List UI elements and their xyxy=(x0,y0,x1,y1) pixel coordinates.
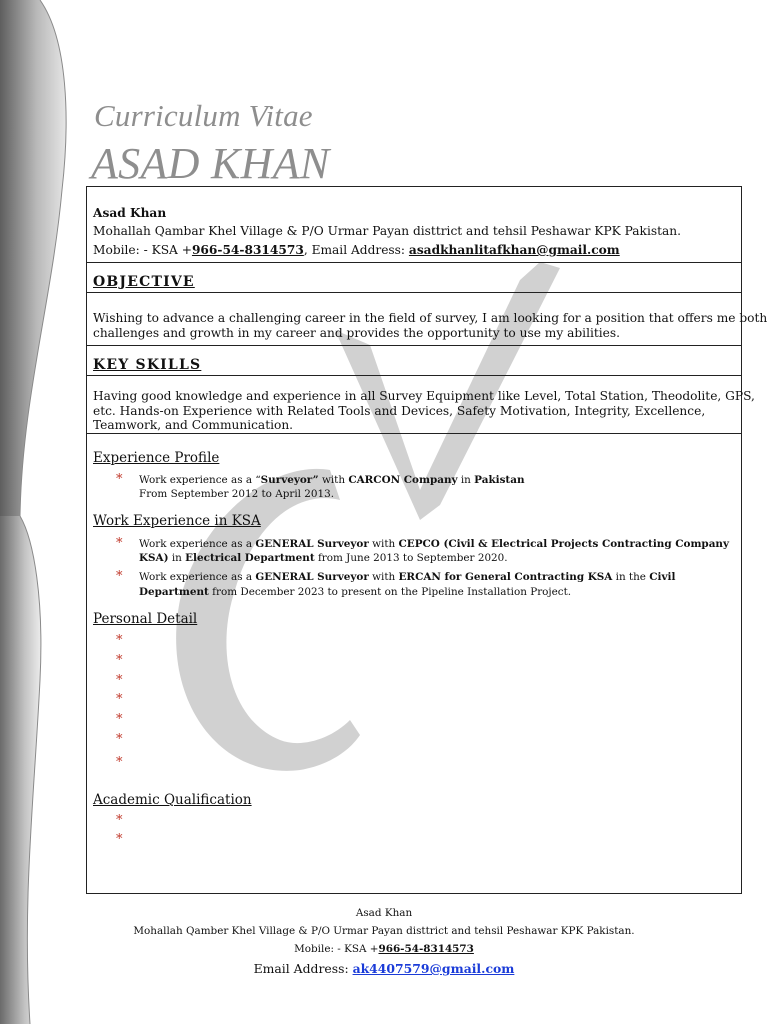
bullet-icon: * xyxy=(116,472,123,487)
wave-top xyxy=(0,0,66,516)
experience-item: Work experience as a “Surveyor” with CARCON Company in Pakistan xyxy=(139,474,525,486)
bullet-icon: * xyxy=(116,755,123,770)
mobile-number[interactable]: 966-54-8314573 xyxy=(191,243,304,257)
bullet-icon: * xyxy=(116,673,123,688)
footer-email-link[interactable]: ak4407579@gmail.com xyxy=(352,961,515,976)
academic-heading: Academic Qualification xyxy=(93,792,252,808)
bullet-icon: * xyxy=(116,633,123,648)
divider xyxy=(86,292,742,293)
bullet-icon: * xyxy=(116,732,123,747)
footer-name: Asad Khan xyxy=(355,907,413,919)
bullet-icon: * xyxy=(116,536,123,551)
email-label: , Email Address: xyxy=(303,243,409,257)
objective-heading: OBJECTIVE xyxy=(93,274,195,290)
divider xyxy=(86,345,742,346)
candidate-name-heading: ASAD KHAN xyxy=(91,139,330,188)
bullet-icon: * xyxy=(116,712,123,727)
contact-address: Mohallah Qambar Khel Village & P/O Urmar Payan disttrict and tehsil Peshawar KPK Pakistan. xyxy=(93,224,681,238)
work-ksa-item: Work experience as a GENERAL Surveyor with ERCAN for General Contracting KSA in the Civil xyxy=(139,571,676,583)
skills-text-line: etc. Hands-on Experience with Related Tools and Devices, Safety Motivation, Integrity, Excellence, xyxy=(93,404,706,418)
skills-text-line: Having good knowledge and experience in all Survey Equipment like Level, Total Station, Theodolite, GPS, xyxy=(93,389,755,403)
footer-mobile: Mobile: - KSA +966-54-8314573 xyxy=(294,943,474,955)
footer-email: Email Address: ak4407579@gmail.com xyxy=(253,961,515,976)
divider xyxy=(86,433,742,434)
work-ksa-item-cont: KSA) in Electrical Department from June 2013 to September 2020. xyxy=(139,552,508,564)
experience-profile-heading: Experience Profile xyxy=(93,450,220,466)
divider xyxy=(86,375,742,376)
bullet-icon: * xyxy=(116,569,123,584)
bullet-icon: * xyxy=(116,653,123,668)
bullet-icon: * xyxy=(116,832,123,847)
key-skills-heading: KEY SKILLS xyxy=(93,357,202,373)
work-ksa-item-cont: Department from December 2023 to present on the Pipeline Installation Project. xyxy=(139,586,572,598)
contact-line xyxy=(93,243,620,258)
objective-text-line: challenges and growth in my career and provides the opportunity to use my abilities. xyxy=(93,326,621,340)
email-link[interactable]: asadkhanlitafkhan@gmail.com xyxy=(408,243,620,257)
objective-text-line: Wishing to advance a challenging career in the field of survey, I am looking for a position that offers me both xyxy=(93,311,768,325)
experience-item-dates: From September 2012 to April 2013. xyxy=(139,488,335,500)
work-ksa-item: Work experience as a GENERAL Surveyor with CEPCO (Civil & Electrical Projects Contracting Company xyxy=(139,538,730,550)
bullet-icon: * xyxy=(116,692,123,707)
personal-detail-heading: Personal Detail xyxy=(93,611,198,627)
bullet-icon: * xyxy=(116,813,123,828)
contact-name: Asad Khan xyxy=(93,206,167,220)
mobile-label: Mobile: - KSA + xyxy=(93,243,192,257)
cv-title: Curriculum Vitae xyxy=(94,98,313,133)
footer-address: Mohallah Qamber Khel Village & P/O Urmar Payan disttrict and tehsil Peshawar KPK Pakistan. xyxy=(133,925,635,937)
skills-text-line: Teamwork, and Communication. xyxy=(93,418,294,432)
work-ksa-heading: Work Experience in KSA xyxy=(93,513,261,529)
divider xyxy=(86,262,742,263)
footer-mobile-number[interactable]: 966-54-8314573 xyxy=(378,943,474,955)
